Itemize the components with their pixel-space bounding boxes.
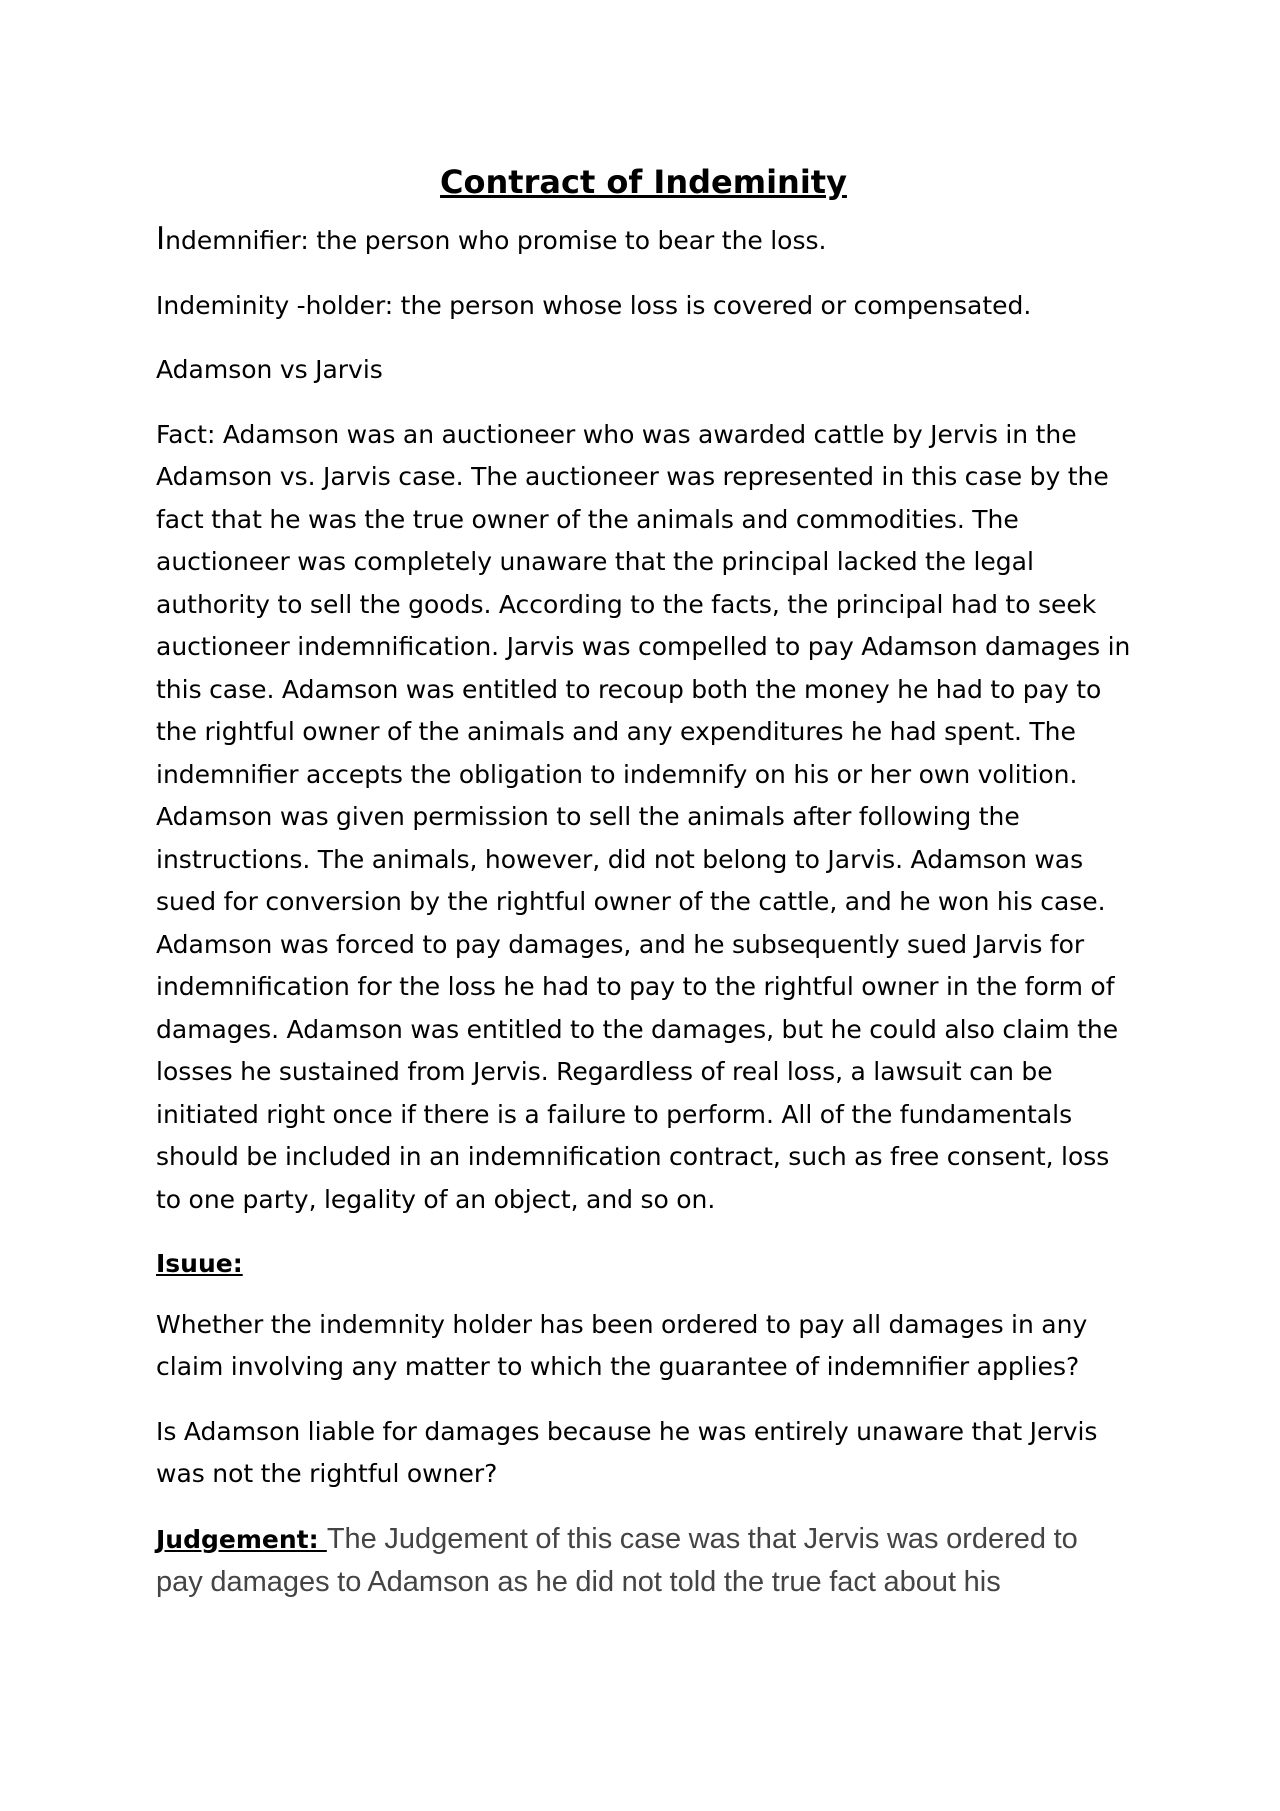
issue-heading: [156, 1243, 1131, 1286]
issue-question-1: Whether the indemnity holder has been ordered to pay all damages in any claim involving any matter to which the guarantee of indemnifier applies?: [156, 1309, 1088, 1381]
indemnifier-definition: [156, 218, 1131, 263]
issue-label: Isuue:: [156, 1249, 243, 1278]
document-title: Contract of Indeminity: [440, 163, 847, 201]
issue-question-2: Is Adamson liable for damages because he was entirely unaware that Jervis was not the rightful owner?: [156, 1416, 1098, 1488]
document-body: [156, 160, 1131, 1627]
fact-paragraph: Fact: Adamson was an auctioneer who was awarded cattle by Jervis in the Adamson vs. Jarvis case. The auctioneer was represented in this case by the fact that he was the true owner of the animals and commodities. The auctioneer was completely unaware that the principal lacked the legal authority to sell the goods. According to the facts, the principal had to seek auctioneer indemnification. Jarvis was compelled to pay Adamson damages in this case. Adamson was entitled to recoup both the money he had to pay to the rightful owner of the animals and any expenditures he had spent. The indemnifier accepts the obligation to indemnify on his or her own volition. Adamson was given permission to sell the animals after following the instructions. The animals, however, did not belong to Jarvis. Adamson was sued for conversion by the rightful owner of the cattle, and he won his case. Adamson was forced to pay damages, and he subsequently sued Jarvis for indemnification for the loss he had to pay to the rightful owner in the form of damages. Adamson was entitled to the damages, but he could also claim the losses he sustained from Jervis. Regardless of real loss, a lawsuit can be initiated right once if there is a failure to perform. All of the fundamentals should be included in an indemnification contract, such as free consent, loss to one party, legality of an object, and so on.: [156, 419, 1131, 1214]
judgement-label: Judgement:: [156, 1524, 327, 1554]
indemnifier-definition-text: ndemnifier: the person who promise to bear the loss.: [165, 226, 827, 255]
judgement-text: The Judgement of this case was that Jervis was ordered to pay damages to Adamson as he did not told the true fact about his: [156, 1522, 1078, 1598]
case-name: Adamson vs Jarvis: [156, 355, 383, 384]
indemnity-holder-definition: Indeminity -holder: the person whose loss is covered or compensated.: [156, 290, 1032, 320]
judgement-paragraph: [156, 1518, 1131, 1605]
drop-initial: I: [156, 221, 166, 257]
